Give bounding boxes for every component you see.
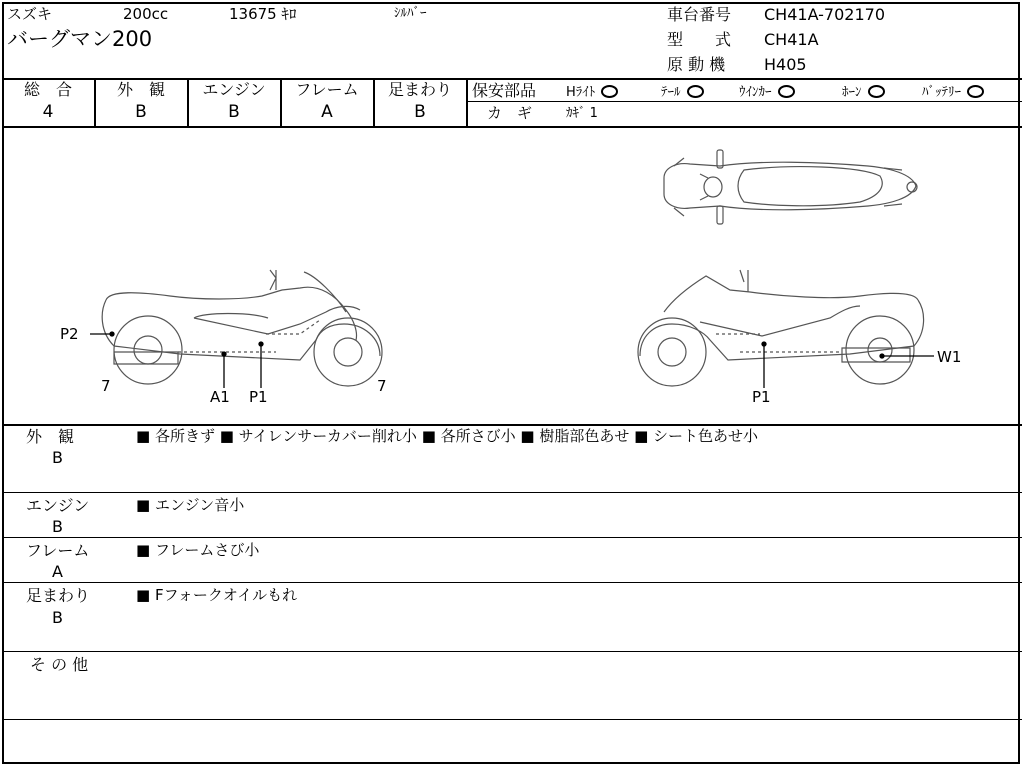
safety-item-name: ﾎｰﾝ xyxy=(842,85,862,100)
divider xyxy=(2,719,1022,720)
section-label-frame: フレーム xyxy=(26,541,90,560)
engine-value: H405 xyxy=(764,55,807,74)
grade-value-suspension: B xyxy=(414,102,426,122)
safety-item-name: ｳｲﾝｶｰ xyxy=(739,85,772,100)
frame-no-label: 車台番号 xyxy=(667,5,732,24)
section-notes-frame: ■ フレームさび小 xyxy=(136,541,260,559)
model-name: バーグマン200 xyxy=(7,27,153,51)
grade-value-frame: A xyxy=(321,102,333,122)
grade-label-overall: 総 合 xyxy=(23,80,72,99)
mark-p1-right: P1 xyxy=(752,388,771,406)
section-notes-exterior: ■ 各所きず ■ サイレンサーカバー削れ小 ■ 各所さび小 ■ 樹脂部色あせ ■ シート色あせ小 xyxy=(136,427,759,445)
divider xyxy=(2,582,1022,583)
color: ｼﾙﾊﾞｰ xyxy=(394,6,427,21)
mark-p2: P2 xyxy=(60,325,79,343)
section-notes-engine: ■ エンジン音小 xyxy=(136,496,245,514)
divider xyxy=(2,424,1022,426)
safety-item-name: ﾊﾞｯﾃﾘｰ xyxy=(922,85,961,100)
point-marker xyxy=(762,342,766,346)
mark-7-right: 7 xyxy=(377,377,387,395)
section-grade-suspension: B xyxy=(52,608,63,627)
section-label-exterior: 外 観 xyxy=(26,427,75,446)
safety-item-name: Hﾗｲﾄ xyxy=(566,85,596,100)
key-label: カ ギ xyxy=(487,104,533,122)
right-view-scooter-outline xyxy=(638,270,924,386)
grade-label-exterior: 外 観 xyxy=(116,80,165,99)
point-marker xyxy=(259,342,263,346)
grade-label-frame: フレーム xyxy=(295,80,359,99)
grade-value-overall: 4 xyxy=(42,102,54,122)
type-value: CH41A xyxy=(764,30,819,49)
divider xyxy=(2,492,1022,493)
section-grade-frame: A xyxy=(52,562,63,581)
safety-label: 保安部品 xyxy=(472,81,537,100)
mark-p1-left: P1 xyxy=(249,388,268,406)
grade-label-suspension: 足まわり xyxy=(387,80,452,99)
engine-label: 原 動 機 xyxy=(667,55,726,74)
divider xyxy=(2,537,1022,538)
point-marker xyxy=(880,354,884,358)
grade-value-engine: B xyxy=(228,102,240,122)
safety-item-name: ﾃｰﾙ xyxy=(661,85,681,100)
section-grade-exterior: B xyxy=(52,448,63,467)
section-label-engine: エンジン xyxy=(26,496,90,515)
mark-7-left: 7 xyxy=(101,377,111,395)
engine-cc: 200cc xyxy=(123,5,169,23)
key-value: ｶｷﾞ 1 xyxy=(566,106,598,121)
mark-a1: A1 xyxy=(210,388,230,406)
section-notes-suspension: ■ Fフォークオイルもれ xyxy=(136,586,298,604)
type-label: 型 式 xyxy=(667,30,732,49)
left-view-scooter-outline xyxy=(102,270,382,386)
grade-label-engine: エンジン xyxy=(202,80,266,99)
point-marker xyxy=(110,332,114,336)
section-grade-engine: B xyxy=(52,517,63,536)
mark-w1: W1 xyxy=(937,348,962,366)
maker: スズキ xyxy=(7,5,53,23)
divider xyxy=(2,651,1022,652)
top-view-scooter-outline xyxy=(664,150,917,224)
mileage: 13675 ｷﾛ xyxy=(229,5,297,23)
section-label-other: そ の 他 xyxy=(30,655,89,674)
point-marker xyxy=(222,352,226,356)
section-label-suspension: 足まわり xyxy=(26,586,91,605)
grade-value-exterior: B xyxy=(135,102,147,122)
frame-no: CH41A-702170 xyxy=(764,5,886,24)
